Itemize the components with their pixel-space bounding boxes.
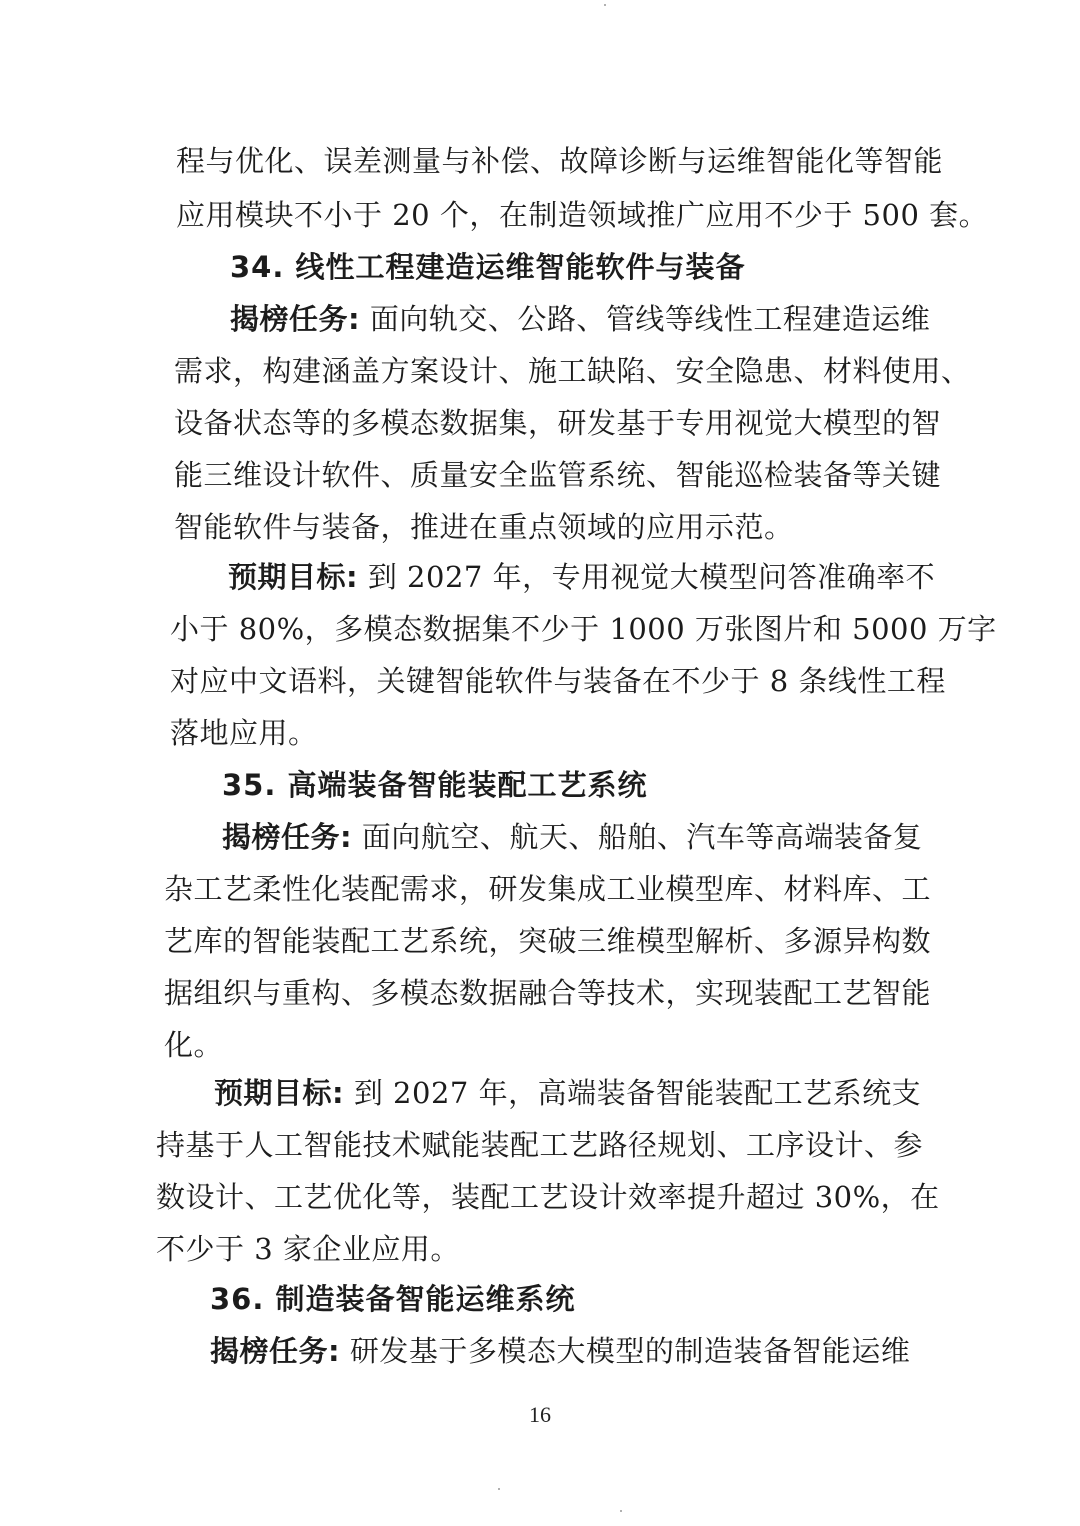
goal-paragraph-35-line <box>214 1072 921 1114</box>
body-line: 落地应用。 <box>170 716 318 750</box>
body-line: 艺库的智能装配工艺系统，突破三维模型解析、多源异构数 <box>164 924 932 958</box>
goal-text: 到 2027 年，专用视觉大模型问答准确率不 <box>358 560 936 594</box>
task-text: 研发基于多模态大模型的制造装备智能运维 <box>340 1334 911 1368</box>
body-line: 程与优化、误差测量与补偿、故障诊断与运维智能化等智能 <box>176 144 944 178</box>
section-heading-34: 34. 线性工程建造运维智能软件与装备 <box>230 250 746 284</box>
body-line: 对应中文语料，关键智能软件与装备在不少于 8 条线性工程 <box>170 664 946 698</box>
body-line: 能三维设计软件、质量安全监管系统、智能巡检装备等关键 <box>174 458 942 492</box>
task-paragraph-34-line <box>230 298 930 340</box>
task-text: 面向航空、航天、船舶、汽车等高端装备复 <box>352 820 923 854</box>
body-line: 应用模块不小于 20 个，在制造领域推广应用不少于 500 套。 <box>176 198 989 232</box>
scan-speck <box>498 1488 500 1490</box>
scan-speck <box>620 1510 622 1512</box>
goal-label: 预期目标: <box>214 1076 345 1110</box>
task-paragraph-36-line <box>210 1330 910 1372</box>
task-label: 揭榜任务: <box>210 1334 341 1368</box>
task-label: 揭榜任务: <box>222 820 353 854</box>
goal-text: 到 2027 年，高端装备智能装配工艺系统支 <box>344 1076 922 1110</box>
goal-label: 预期目标: <box>228 560 359 594</box>
task-text: 面向轨交、公路、管线等线性工程建造运维 <box>360 302 931 336</box>
task-label: 揭榜任务: <box>230 302 361 336</box>
goal-paragraph-34-line <box>228 556 935 598</box>
body-line: 设备状态等的多模态数据集，研发基于专用视觉大模型的智 <box>174 406 942 440</box>
body-line: 不少于 3 家企业应用。 <box>156 1232 460 1266</box>
section-heading-36: 36. 制造装备智能运维系统 <box>210 1282 576 1316</box>
scan-speck <box>604 4 606 6</box>
body-line: 数设计、工艺优化等，装配工艺设计效率提升超过 30%，在 <box>156 1180 940 1214</box>
page-number: 16 <box>529 1402 551 1427</box>
body-line: 小于 80%，多模态数据集不少于 1000 万张图片和 5000 万字 <box>170 612 997 646</box>
body-line: 据组织与重构、多模态数据融合等技术，实现装配工艺智能 <box>164 976 932 1010</box>
body-line: 化。 <box>164 1028 224 1062</box>
body-line: 需求，构建涵盖方案设计、施工缺陷、安全隐患、材料使用、 <box>174 354 971 388</box>
section-heading-35: 35. 高端装备智能装配工艺系统 <box>222 768 648 802</box>
task-paragraph-35-line <box>222 816 922 858</box>
body-line: 智能软件与装备，推进在重点领域的应用示范。 <box>174 510 794 544</box>
body-line: 持基于人工智能技术赋能装配工艺路径规划、工序设计、参 <box>156 1128 924 1162</box>
body-line: 杂工艺柔性化装配需求，研发集成工业模型库、材料库、工 <box>164 872 932 906</box>
